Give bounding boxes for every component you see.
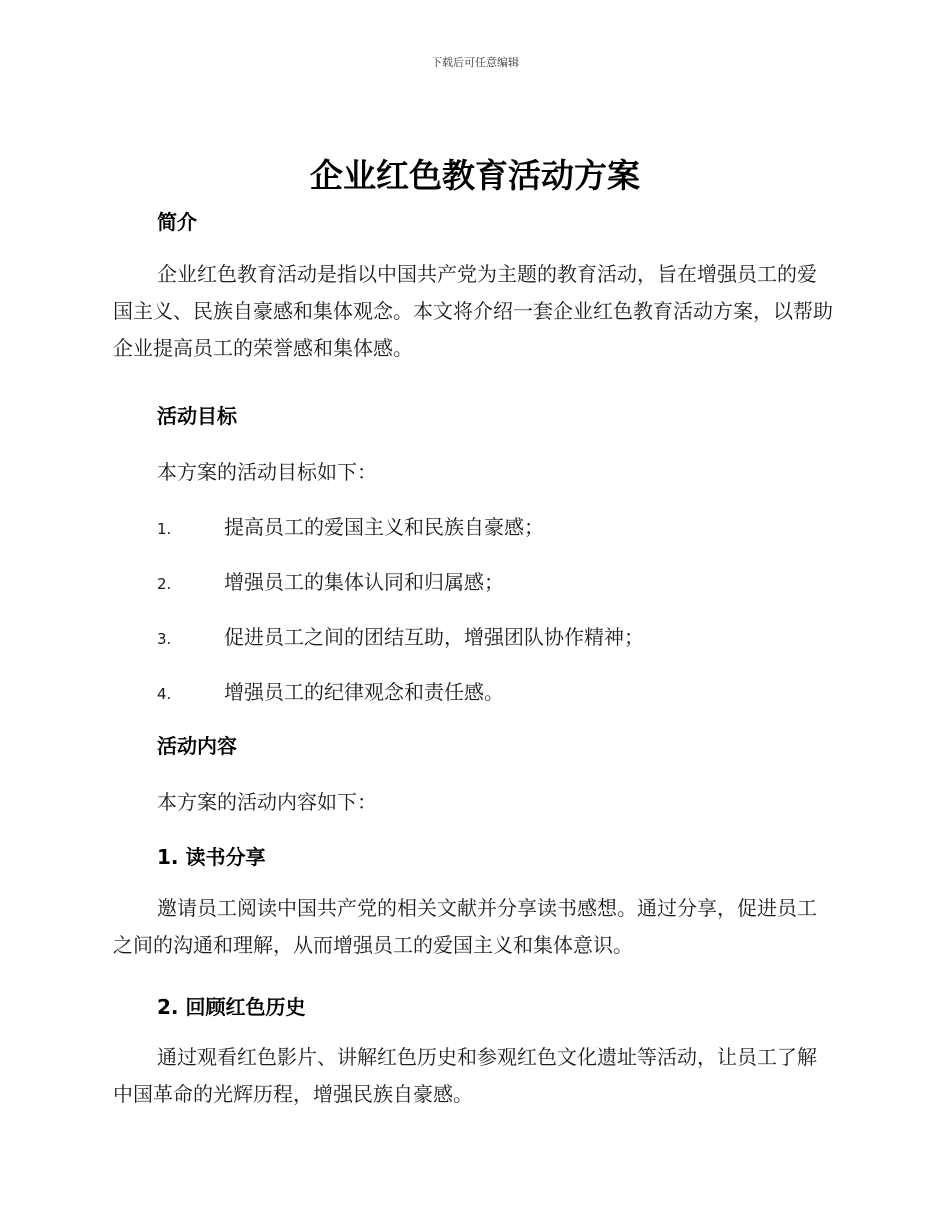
document-title: 企业红色教育活动方案 [310, 156, 640, 195]
goal-list-item [157, 511, 544, 540]
list-text: 增强员工的集体认同和归属感； [224, 570, 504, 594]
history-paragraph: 通过观看红色影片、讲解红色历史和参观红色文化遗址等活动，让员工了解中国革命的光辉历程，增强民族自豪感。 [113, 1045, 817, 1106]
content-lead-text: 本方案的活动内容如下： [157, 790, 377, 814]
subsection-heading-history: 2. 回顾红色历史 [157, 995, 306, 1019]
section-heading-goals: 活动目标 [157, 404, 237, 428]
goals-lead-text: 本方案的活动目标如下： [157, 460, 377, 484]
list-number: 4. [157, 685, 172, 703]
list-text: 增强员工的纪律观念和责任感。 [224, 680, 504, 704]
section-heading-intro: 简介 [157, 210, 197, 234]
page-header-note: 下载后可任意编辑 [431, 56, 519, 69]
section-heading-content: 活动内容 [157, 734, 237, 758]
goal-list-item [157, 621, 644, 650]
list-text: 促进员工之间的团结互助，增强团队协作精神； [224, 625, 644, 649]
intro-paragraph: 企业红色教育活动是指以中国共产党为主题的教育活动，旨在增强员工的爱国主义、民族自豪感和集体观念。本文将介绍一套企业红色教育活动方案，以帮助企业提高员工的荣誉感和集体感。 [113, 262, 833, 360]
reading-paragraph: 邀请员工阅读中国共产党的相关文献并分享读书感想。通过分享，促进员工之间的沟通和理解，从而增强员工的爱国主义和集体意识。 [113, 896, 817, 957]
list-number: 1. [157, 520, 172, 538]
list-number: 2. [157, 575, 172, 593]
goal-list-item [157, 566, 504, 595]
goal-list-item [157, 676, 504, 705]
list-number: 3. [157, 630, 172, 648]
subsection-heading-reading: 1. 读书分享 [157, 845, 266, 869]
list-text: 提高员工的爱国主义和民族自豪感； [224, 515, 544, 539]
